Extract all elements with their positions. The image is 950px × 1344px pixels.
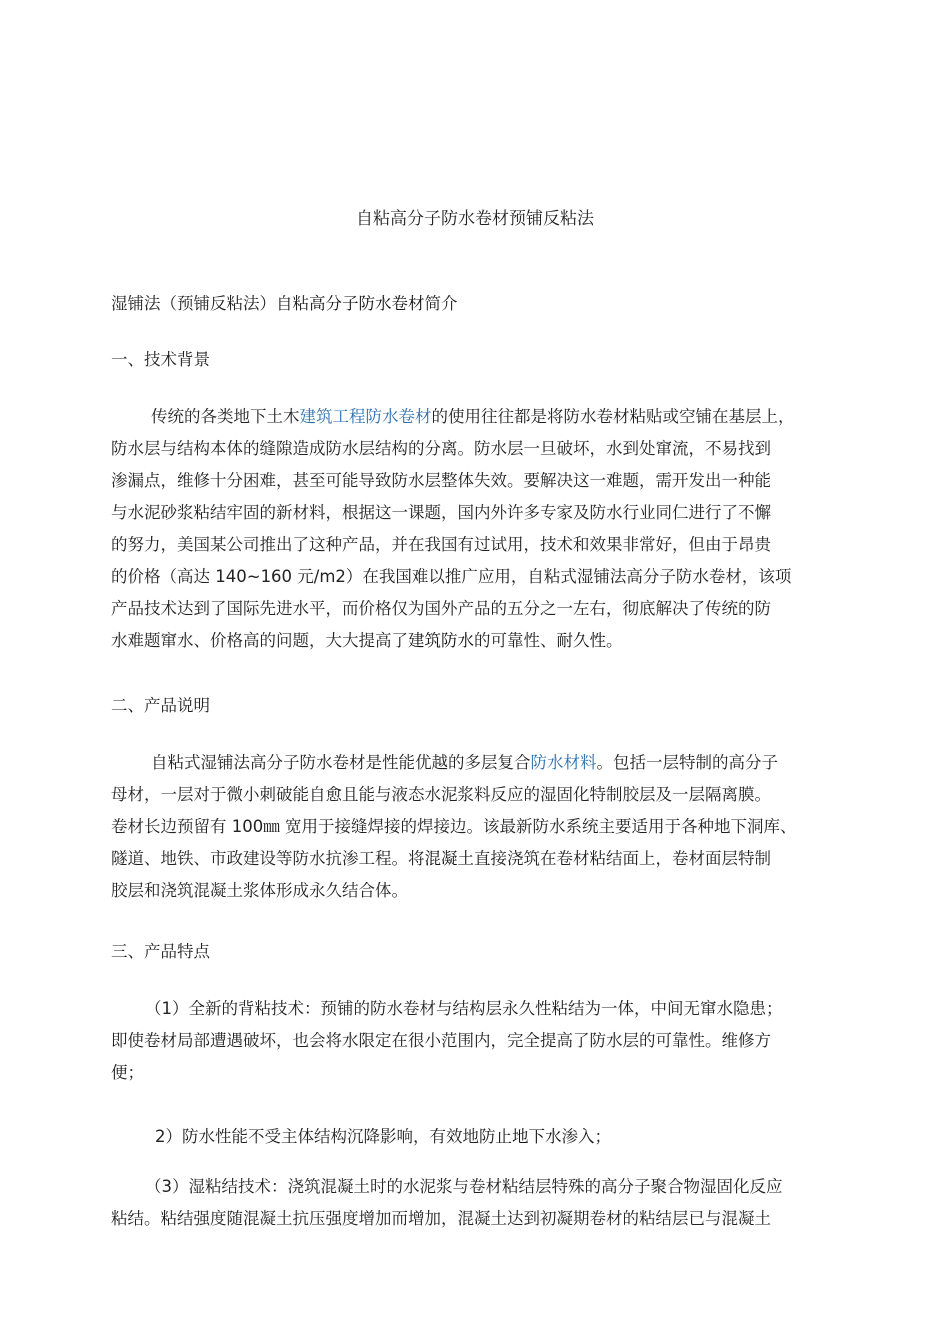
text-line — [111, 747, 841, 779]
text-line: 母材，一层对于微小刺破能自愈且能与液态水泥浆料反应的湿固化特制胶层及一层隔离膜。 — [111, 785, 771, 804]
page-title: 自粘高分子防水卷材预铺反粘法 — [356, 209, 594, 229]
text-line: （1）全新的背粘技术：预铺的防水卷材与结构层永久性粘结为一体，中间无窜水隐患； — [145, 999, 783, 1018]
text-segment: 水难题窜水、价格高的问题，大大提高了 — [111, 631, 408, 650]
text-segment: 直接浇筑在卷材粘结面上，卷材面层特制 — [474, 849, 771, 868]
section-heading-product-description: 二、产品说明 — [111, 696, 210, 715]
text-segment: 2）防水性能不受主体结构沉降影响，有效地防止 — [155, 1127, 512, 1146]
text-emph: 地下水 — [512, 1127, 562, 1146]
intro-heading — [111, 292, 458, 316]
section-heading-background: 一、技术背景 — [111, 350, 210, 369]
paragraph-product-description — [111, 747, 841, 907]
text-segment: 渗入； — [561, 1127, 611, 1146]
text-segment: 的可靠性、 — [474, 631, 557, 650]
text-line: 产品技术达到了国际先进水平，而价格仅为国外产品的五分之一左右，彻底解决了传统的防 — [111, 599, 771, 618]
link-waterproof-material[interactable]: 防水材料 — [530, 753, 597, 772]
text-line: 胶层和浇筑混凝土浆体形成永久结合体。 — [111, 881, 408, 900]
text-line: 防水层与结构本体的缝隙造成防水层结构的分离。防水层一旦破坏，水到处窜流，不易找到 — [111, 439, 771, 458]
intro-heading-prefix: 湿铺法（预铺反粘法）自粘 — [111, 294, 309, 313]
text-segment: 。 — [606, 631, 623, 650]
text-line: 的努力，美国某公司推出了这种产品，并在我国有过试用，技术和效果非常好，但由于昂贵 — [111, 535, 771, 554]
section-heading-product-features: 三、产品特点 — [111, 942, 210, 961]
text-emph: 建筑防水 — [408, 631, 474, 650]
text-segment: 的使用往往都是将防水卷材粘贴或空铺在基层上， — [431, 407, 795, 426]
intro-heading-suffix: 简介 — [424, 294, 458, 313]
link-construction-waterproof-membrane[interactable]: 建筑工程防水卷材 — [299, 407, 432, 426]
text-line: 渗漏点，维修十分困难，甚至可能导致防水层整体失效。要解决这一难题，需开发出一种能 — [111, 471, 771, 490]
text-line: 的价格（高达 140~160 元/m2）在我国难以推广应用，自粘式湿铺法高分子防水卷材，该项 — [111, 567, 792, 586]
text-line — [111, 1121, 841, 1153]
paragraph-feature-2 — [111, 1121, 841, 1153]
paragraph-feature-1 — [111, 993, 841, 1089]
text-line — [111, 401, 841, 433]
text-segment: 隧道、地铁、市政建设等防水抗渗工程。将 — [111, 849, 425, 868]
text-line — [111, 843, 841, 875]
text-segment: 传统的各类地下土木 — [151, 407, 300, 426]
text-line: 粘结。粘结强度随混凝土抗压强度增加而增加，混凝土达到初凝期卷材的粘结层已与混凝土 — [111, 1209, 771, 1228]
text-line — [111, 625, 841, 657]
text-emph: 混凝土 — [424, 849, 474, 868]
text-segment: 自粘式湿铺法高分子防水卷材是性能优越的多层复合 — [151, 753, 531, 772]
text-line: 即使卷材局部遭遇破坏，也会将水限定在很小范围内，完全提高了防水层的可靠性。维修方 — [111, 1031, 771, 1050]
text-line: 卷材长边预留有 100㎜ 宽用于接缝焊接的焊接边。该最新防水系统主要适用于各种地下洞库、 — [111, 817, 797, 836]
text-line: 与水泥砂浆粘结牢固的新材料，根据这一课题，国内外许多专家及防水行业同仁进行了不懈 — [111, 503, 771, 522]
text-line: （3）湿粘结技术：浇筑混凝土时的水泥浆与卷材粘结层特殊的高分子聚合物湿固化反应 — [145, 1177, 783, 1196]
intro-heading-emph: 高分子防水卷材 — [309, 294, 425, 313]
paragraph-background — [111, 401, 841, 657]
text-emph: 耐久性 — [556, 631, 606, 650]
text-segment: 。包括一层特制的高分子 — [596, 753, 778, 772]
paragraph-feature-3 — [111, 1171, 841, 1235]
text-line: 便； — [111, 1063, 144, 1082]
